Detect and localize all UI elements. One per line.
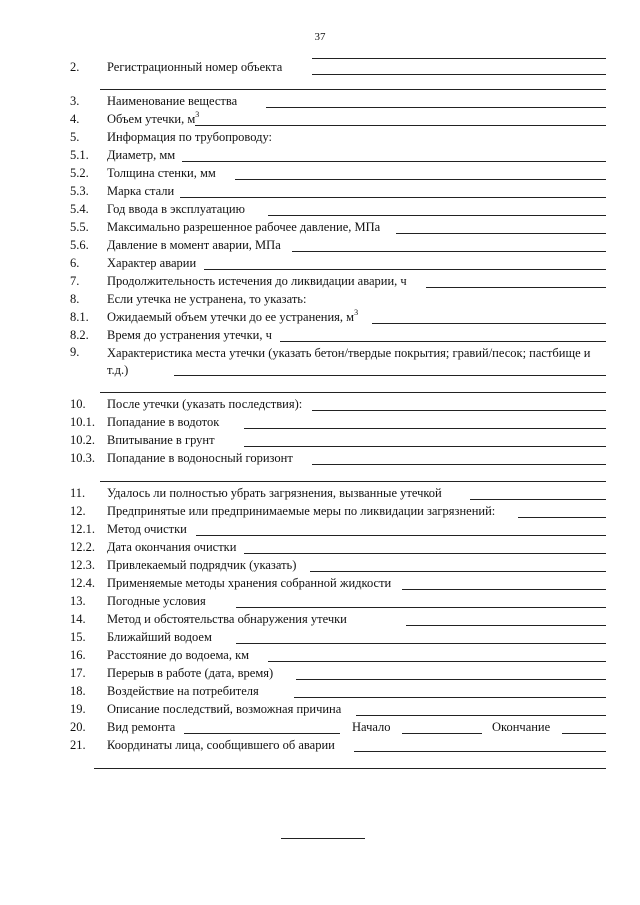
item-number: 18. [70, 684, 86, 698]
start-label: Начало [352, 720, 391, 734]
item-label: Диаметр, мм [107, 148, 176, 162]
fill-line[interactable] [244, 446, 606, 447]
item-label [107, 310, 358, 325]
item-number: 12. [70, 504, 86, 518]
fill-line[interactable] [406, 625, 606, 626]
item-number: 3. [70, 94, 80, 108]
item-label: Марка стали [107, 184, 175, 198]
fill-line[interactable] [182, 161, 606, 162]
fill-line[interactable] [518, 517, 606, 518]
item-label: Предпринятые или предпринимаемые меры по ликвидации загрязнений: [107, 504, 496, 518]
fill-line[interactable] [294, 697, 606, 698]
item-number: 17. [70, 666, 86, 680]
fill-line[interactable] [402, 589, 606, 590]
item-number: 16. [70, 648, 86, 662]
item-label: Впитывание в грунт [107, 433, 215, 447]
fill-line[interactable] [100, 481, 606, 482]
fill-line[interactable] [292, 251, 606, 252]
item-label: Попадание в водоток [107, 415, 220, 429]
item-label [107, 112, 199, 127]
fill-line[interactable] [268, 661, 606, 662]
item-number: 19. [70, 702, 86, 716]
fill-line[interactable] [312, 410, 606, 411]
item-label: Применяемые методы хранения собранной жидкости [107, 576, 392, 590]
item-number: 12.1. [70, 522, 95, 536]
item-number: 21. [70, 738, 86, 752]
fill-line[interactable] [372, 323, 606, 324]
item-label: Регистрационный номер объекта [107, 60, 283, 74]
item-label: Информация по трубопроводу: [107, 130, 273, 144]
item-number: 5.3. [70, 184, 89, 198]
fill-line[interactable] [268, 215, 606, 216]
fill-line[interactable] [354, 751, 606, 752]
item-label: Вид ремонта [107, 720, 176, 734]
fill-line[interactable] [174, 375, 606, 376]
fill-line[interactable] [356, 715, 606, 716]
item-number: 5.4. [70, 202, 89, 216]
item-label: Удалось ли полностью убрать загрязнения, вызванные утечкой [107, 486, 442, 500]
item-label: Дата окончания очистки [107, 540, 237, 554]
item-number: 8. [70, 292, 80, 306]
item-label: Попадание в водоносный горизонт [107, 451, 293, 465]
item-label: Метод очистки [107, 522, 187, 536]
superscript: 3 [195, 110, 200, 119]
item-number: 5. [70, 130, 80, 144]
item-number: 2. [70, 60, 80, 74]
item-label: Привлекаемый подрядчик (указать) [107, 558, 297, 572]
fill-line[interactable] [296, 679, 606, 680]
item-label: Погодные условия [107, 594, 206, 608]
fill-line[interactable] [196, 535, 606, 536]
item-label: Время до устранения утечки, ч [107, 328, 272, 342]
item-label: Год ввода в эксплуатацию [107, 202, 245, 216]
item-label: Если утечка не устранена, то указать: [107, 292, 307, 306]
item-number: 11. [70, 486, 86, 500]
item-number: 8.2. [70, 328, 89, 342]
superscript: 3 [354, 308, 359, 317]
end-label: Окончание [492, 720, 551, 734]
item-number: 12.2. [70, 540, 95, 554]
fill-line[interactable] [236, 643, 606, 644]
item-label: Координаты лица, сообщившего об аварии [107, 738, 335, 752]
fill-line[interactable] [266, 107, 606, 108]
fill-line[interactable] [94, 768, 606, 769]
item-label: Давление в момент аварии, МПа [107, 238, 281, 252]
item-number: 12.3. [70, 558, 95, 572]
item-number: 12.4. [70, 576, 95, 590]
fill-line[interactable] [426, 287, 606, 288]
item-label: Продолжительность истечения до ликвидации аварии, ч [107, 274, 407, 288]
item-number: 20. [70, 720, 86, 734]
item-label: Толщина стенки, мм [107, 166, 216, 180]
item-number: 9. [70, 345, 80, 359]
fill-line[interactable] [236, 607, 606, 608]
item-number: 10.3. [70, 451, 95, 465]
page-number: 37 [314, 31, 326, 43]
item-number: 13. [70, 594, 86, 608]
item-label: Характер аварии [107, 256, 197, 270]
item-label: Описание последствий, возможная причина [107, 702, 342, 716]
item-label: Наименование вещества [107, 94, 238, 108]
item-label: Максимально разрешенное рабочее давление, МПа [107, 220, 381, 234]
end-line[interactable] [562, 733, 606, 734]
fill-line[interactable] [244, 553, 606, 554]
form-row [0, 720, 640, 738]
item-number: 10. [70, 397, 86, 411]
item-label: Расстояние до водоема, км [107, 648, 250, 662]
item-number: 6. [70, 256, 80, 270]
item-number: 5.5. [70, 220, 89, 234]
fill-line[interactable] [312, 464, 606, 465]
item-number: 14. [70, 612, 86, 626]
fill-line[interactable] [280, 341, 606, 342]
fill-line[interactable] [204, 269, 606, 270]
label-text: Объем утечки, м [107, 112, 196, 126]
item-label: После утечки (указать последствия): [107, 397, 303, 411]
item-number: 7. [70, 274, 80, 288]
fill-line[interactable] [100, 89, 606, 90]
fill-line[interactable] [235, 179, 606, 180]
end-rule [281, 838, 365, 839]
item-label: Ближайший водоем [107, 630, 212, 644]
fill-line[interactable] [195, 125, 606, 126]
item-number: 8.1. [70, 310, 89, 324]
fill-line[interactable] [312, 74, 606, 75]
item-number: 10.2. [70, 433, 95, 447]
fill-line[interactable] [310, 571, 606, 572]
fill-line[interactable] [312, 58, 606, 59]
label-text: Ожидаемый объем утечки до ее устранения, м [107, 310, 355, 324]
start-line[interactable] [402, 733, 482, 734]
repair-type-line[interactable] [184, 733, 340, 734]
item-number: 5.6. [70, 238, 89, 252]
fill-line[interactable] [244, 428, 606, 429]
item-label: Воздействие на потребителя [107, 684, 259, 698]
fill-line[interactable] [396, 233, 606, 234]
item-label: Характеристика места утечки (указать бетон/твердые покрытия; гравий/песок; пастбище и т.д.) [107, 346, 591, 377]
fill-line[interactable] [470, 499, 606, 500]
item-number: 5.1. [70, 148, 89, 162]
item-label: Метод и обстоятельства обнаружения утечки [107, 612, 347, 626]
item-number: 4. [70, 112, 80, 126]
fill-line[interactable] [100, 392, 606, 393]
item-label: Перерыв в работе (дата, время) [107, 666, 274, 680]
fill-line[interactable] [180, 197, 606, 198]
item-number: 10.1. [70, 415, 95, 429]
item-number: 5.2. [70, 166, 89, 180]
item-number: 15. [70, 630, 86, 644]
